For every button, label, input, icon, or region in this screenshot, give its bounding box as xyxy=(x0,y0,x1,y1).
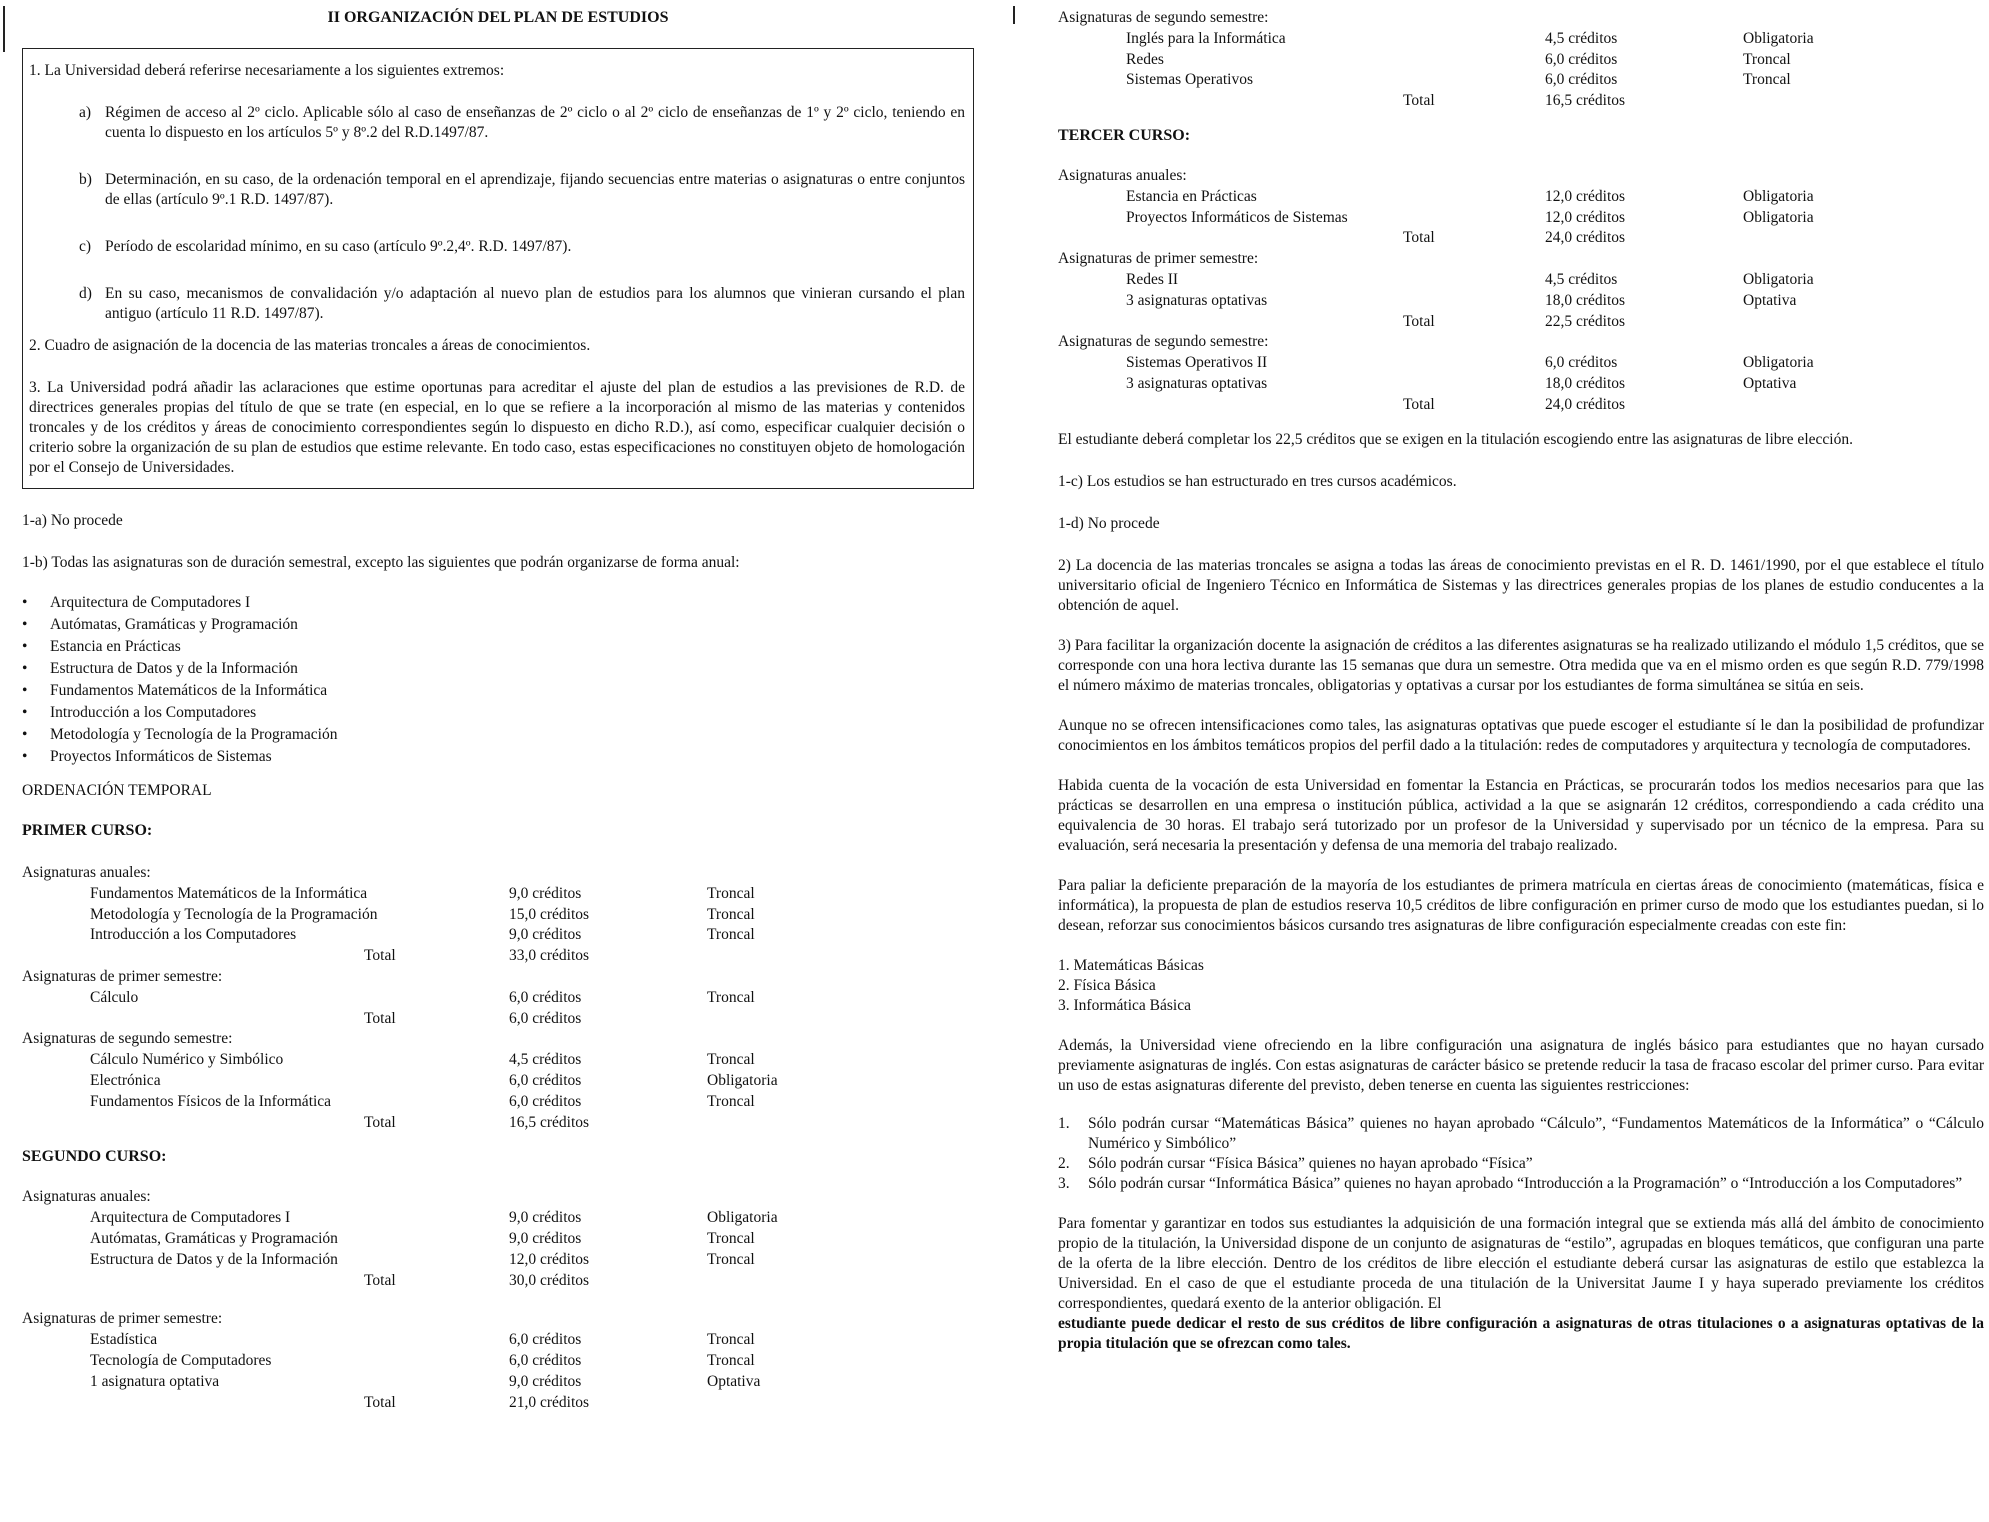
instructions-box xyxy=(22,48,974,489)
subject-type: Obligatoria xyxy=(1743,187,1814,205)
paragraph-1a: 1-a) No procede xyxy=(22,512,123,529)
item-text: Régimen de acceso al 2º ciclo. Aplicable sólo al caso de enseñanzas de 2º ciclo o al 2º ciclo de enseñanzas de 1º y 2º ciclo, teniendo en cuenta lo dispuesto en los artículos 5º y 8º.2 del R.D.1497/87. xyxy=(105,104,965,141)
subject-name: Redes II xyxy=(1126,270,1179,288)
subject-name: Estructura de Datos y de la Información xyxy=(90,1250,338,1268)
total-label: Total xyxy=(1403,312,1435,330)
subject-type: Troncal xyxy=(1743,50,1791,68)
subject-credits: 6,0 créditos xyxy=(509,1071,582,1089)
subject-name: Estadística xyxy=(90,1331,158,1349)
table-row xyxy=(22,1092,974,1113)
total-row xyxy=(1058,228,1984,249)
total-credits: 24,0 créditos xyxy=(1545,395,1626,413)
table-row xyxy=(22,988,974,1009)
total-credits: 22,5 créditos xyxy=(1545,312,1626,330)
total-label: Total xyxy=(1403,92,1435,110)
table-row xyxy=(22,925,974,946)
table-row xyxy=(22,1050,974,1071)
subject-type: Troncal xyxy=(707,1092,755,1110)
total-row xyxy=(1058,312,1984,333)
list-item: 2. Física Básica xyxy=(1058,976,1156,994)
list-item: • Proyectos Informáticos de Sistemas xyxy=(22,747,974,769)
item-text: Sólo podrán cursar “Matemáticas Básica” quienes no hayan aprobado “Cálculo”, “Fundamentos Matemáticos de la Informática” o “Cálculo Numérico y Simbólico” xyxy=(1088,1114,1984,1152)
total-credits: 16,5 créditos xyxy=(1545,92,1626,110)
course-group xyxy=(22,1029,974,1133)
item-text: En su caso, mecanismos de convalidación y/o adaptación al nuevo plan de estudios para los alumnos que vinieran cursando el plan antiguo (artículo 11 R.D. 1497/87). xyxy=(105,285,965,322)
segundo-curso-heading: SEGUNDO CURSO: xyxy=(22,1148,167,1166)
subject-credits: 12,0 créditos xyxy=(1545,208,1626,226)
list-item: • Autómatas, Gramáticas y Programación xyxy=(22,615,974,637)
subject-credits: 6,0 créditos xyxy=(1545,50,1618,68)
item-text: Determinación, en su caso, de la ordenación temporal en el aprendizaje, fijando secuencias entre materias o asignaturas o entre conjuntos de ellas (artículo 9º.1 R.D. 1497/87). xyxy=(105,171,965,208)
paragraph-1d: 1-d) No procede xyxy=(1058,514,1160,532)
total-row xyxy=(1058,395,1984,416)
group-label: Asignaturas anuales: xyxy=(22,1188,151,1206)
paragraph-libre-eleccion: El estudiante deberá completar los 22,5 créditos que se exigen en la titulación escogiendo entre las asignaturas de libre elección. xyxy=(1058,430,1853,448)
subject-type: Optativa xyxy=(707,1372,761,1390)
subject-credits: 6,0 créditos xyxy=(509,1331,582,1349)
subject-type: Troncal xyxy=(1743,71,1791,89)
margin-line xyxy=(1013,6,1015,24)
subject-name: Redes xyxy=(1126,50,1164,68)
list-item xyxy=(1058,1114,1984,1154)
list-item: • Estancia en Prácticas xyxy=(22,637,974,659)
table-row xyxy=(22,1208,974,1229)
box-point-3: 3. La Universidad podrá añadir las aclaraciones que estime oportunas para acreditar el ajuste del plan de estudios a las previsiones de R.D. de directrices generales propias del título de que se trate (en especial, en lo que se refiere a la incorporación al mismo de las materias y contenidos troncales y de los créditos y áreas de conocimiento correspondientes según lo dispuesto en dicho R.D.), así como, especificar cualquier decisión o criterio sobre la organización de su plan de estudios que estime relevante. En todo caso, estas especificaciones no constituyen objeto de homologación por el Consejo de Universidades. xyxy=(29,379,965,476)
table-row xyxy=(1058,29,1984,50)
subject-name: Estancia en Prácticas xyxy=(1126,187,1257,205)
annual-subjects-list xyxy=(22,593,974,769)
course-group xyxy=(22,1309,974,1413)
total-label: Total xyxy=(364,1009,396,1027)
table-row xyxy=(22,1372,974,1393)
table-row xyxy=(22,884,974,905)
box-item-d xyxy=(79,284,965,324)
subject-name: Proyectos Informáticos de Sistemas xyxy=(1126,208,1348,226)
course-group xyxy=(1058,249,1984,332)
item-text: Sólo podrán cursar “Física Básica” quienes no hayan aprobado “Física” xyxy=(1088,1154,1533,1172)
subject-credits: 6,0 créditos xyxy=(509,988,582,1006)
table-row xyxy=(22,1071,974,1092)
subject-name: Autómatas, Gramáticas y Programación xyxy=(90,1229,338,1247)
subject-type: Troncal xyxy=(707,1051,755,1069)
item-letter: c) xyxy=(79,238,92,255)
box-item-a xyxy=(79,103,965,143)
subject-credits: 6,0 créditos xyxy=(1545,354,1618,372)
subject-type: Obligatoria xyxy=(1743,354,1814,372)
subject-type: Troncal xyxy=(707,988,755,1006)
left-column xyxy=(22,0,974,1413)
subject-type: Troncal xyxy=(707,1351,755,1369)
table-row xyxy=(22,1330,974,1351)
subject-type: Obligatoria xyxy=(1743,208,1814,226)
group-label: Asignaturas de segundo semestre: xyxy=(1058,333,1269,351)
box-item-c xyxy=(79,237,965,257)
subject-name: Tecnología de Computadores xyxy=(90,1351,272,1369)
total-label: Total xyxy=(364,1113,396,1131)
total-label: Total xyxy=(364,947,396,965)
subject-type: Troncal xyxy=(707,926,755,944)
subject-credits: 4,5 créditos xyxy=(509,1051,582,1069)
subject-name: 3 asignaturas optativas xyxy=(1126,374,1268,392)
ordenacion-heading: ORDENACIÓN TEMPORAL xyxy=(22,782,212,799)
subject-name: Cálculo xyxy=(90,988,139,1006)
table-row xyxy=(1058,353,1984,374)
total-row xyxy=(22,1009,974,1030)
subject-type: Optativa xyxy=(1743,291,1797,309)
total-credits: 30,0 créditos xyxy=(509,1271,590,1289)
paragraph-intensificaciones: Aunque no se ofrecen intensificaciones como tales, las asignaturas optativas que puede escoger el estudiante sí le dan la posibilidad de profundizar conocimientos en los ámbitos temáticos propios del perfil dado a la titulación: redes de computadores y arquitectura y tecnología de computadores. xyxy=(1058,716,1984,754)
subject-credits: 9,0 créditos xyxy=(509,1229,582,1247)
subject-type: Troncal xyxy=(707,884,755,902)
table-row xyxy=(22,1229,974,1250)
subject-credits: 4,5 créditos xyxy=(1545,29,1618,47)
total-credits: 6,0 créditos xyxy=(509,1009,582,1027)
subject-name: Fundamentos Físicos de la Informática xyxy=(90,1092,332,1110)
total-label: Total xyxy=(1403,229,1435,247)
subject-credits: 9,0 créditos xyxy=(509,926,582,944)
item-letter: d) xyxy=(79,285,92,302)
paragraph-final: estudiante puede dedicar el resto de sus créditos de libre configuración a asignaturas de otras titulaciones o a asignaturas optativas de la propia titulación que se ofrezcan como tales. xyxy=(1058,1314,1984,1352)
group-label: Asignaturas anuales: xyxy=(22,864,151,881)
subject-name: Fundamentos Matemáticos de la Informática xyxy=(90,884,368,902)
tercer-curso-heading: TERCER CURSO: xyxy=(1058,126,1191,144)
total-row xyxy=(22,1271,974,1292)
subject-type: Obligatoria xyxy=(1743,29,1814,47)
list-item xyxy=(1058,1154,1984,1174)
subject-credits: 12,0 créditos xyxy=(509,1250,590,1268)
table-row xyxy=(1058,270,1984,291)
item-letter: a) xyxy=(79,104,92,121)
paragraph-1c: 1-c) Los estudios se han estructurado en tres cursos académicos. xyxy=(1058,472,1457,490)
paragraph-fomentar: Para fomentar y garantizar en todos sus estudiantes la adquisición de una formación integral que se extienda más allá del ámbito de conocimiento propio de la titulación, la Universidad dispone de un conjunto de asignaturas de “estilo”, agrupadas en bloques temáticos, que configuran una parte de la oferta de la libre elección. Dentro de los créditos de libre elección el estudiante deberá cursar las asignaturas de estilo que establezca la Universidad. En el caso de que el estudiante proceda de una titulación de la Universitat Jaume I y haya superado previamente los créditos correspondientes, quedará exento de la anterior obligación. El xyxy=(1058,1214,1984,1312)
paragraph-estancia: Habida cuenta de la vocación de esta Universidad en fomentar la Estancia en Prácticas, se procurarán todos los medios necesarios para que las prácticas se desarrollen en una empresa o institución pública, actividad a la que se asignarán 12 créditos, correspondiendo a cada crédito una equivalencia de 30 horas. El trabajo será tutorizado por un profesor de la Universidad y supervisado por un técnico de la empresa. Para su evaluación, será necesaria la presentación y defensa de una memoria del trabajo realizado. xyxy=(1058,776,1984,854)
subject-name: 3 asignaturas optativas xyxy=(1126,291,1268,309)
total-label: Total xyxy=(364,1393,396,1411)
group-label: Asignaturas de segundo semestre: xyxy=(22,1030,233,1048)
list-item: • Introducción a los Computadores xyxy=(22,703,974,725)
right-column xyxy=(1058,0,1984,1354)
restrictions-list xyxy=(1058,1114,1984,1194)
box-item-b xyxy=(79,170,965,210)
subject-credits: 6,0 créditos xyxy=(509,1351,582,1369)
group-label: Asignaturas de primer semestre: xyxy=(22,967,223,985)
subject-type: Troncal xyxy=(707,905,755,923)
subject-credits: 15,0 créditos xyxy=(509,905,590,923)
subject-credits: 6,0 créditos xyxy=(509,1092,582,1110)
margin-line xyxy=(3,6,5,52)
course-group xyxy=(1058,332,1984,415)
subject-name: Introducción a los Computadores xyxy=(90,926,297,944)
subject-type: Obligatoria xyxy=(707,1209,778,1227)
subject-type: Optativa xyxy=(1743,374,1797,392)
list-item: • Arquitectura de Computadores I xyxy=(22,593,974,615)
subject-type: Troncal xyxy=(707,1250,755,1268)
subject-name: Cálculo Numérico y Simbólico xyxy=(90,1051,284,1069)
subject-type: Obligatoria xyxy=(707,1071,778,1089)
table-row xyxy=(1058,187,1984,208)
paragraph-paliar: Para paliar la deficiente preparación de la mayoría de los estudiantes de primera matrícula en ciertas áreas de conocimiento (matemáticas, física e informática), la propuesta de plan de estudios reserva 10,5 créditos de libre configuración en primer curso de modo que los estudiantes puedan, si lo desean, reforzar sus conocimientos básicos cursando tres asignaturas de libre configuración especialmente creadas con este fin: xyxy=(1058,876,1984,934)
course-group xyxy=(22,1187,974,1291)
subject-type: Troncal xyxy=(707,1229,755,1247)
total-credits: 24,0 créditos xyxy=(1545,229,1626,247)
course-group xyxy=(22,967,974,1029)
total-row xyxy=(22,1393,974,1414)
subject-credits: 6,0 créditos xyxy=(1545,71,1618,89)
item-number: 2. xyxy=(1058,1154,1070,1172)
list-item: 3. Informática Básica xyxy=(1058,996,1191,1014)
group-label: Asignaturas de primer semestre: xyxy=(22,1310,223,1328)
subject-type: Obligatoria xyxy=(1743,270,1814,288)
box-point-2: 2. Cuadro de asignación de la docencia de las materias troncales a áreas de conocimientos. xyxy=(29,337,591,354)
subject-credits: 9,0 créditos xyxy=(509,1372,582,1390)
list-item: • Estructura de Datos y de la Información xyxy=(22,659,974,681)
box-intro: 1. La Universidad deberá referirse necesariamente a los siguientes extremos: xyxy=(29,62,505,79)
paragraph-2: 2) La docencia de las materias troncales se asigna a todas las áreas de conocimiento previstas en el R. D. 1461/1990, por el que establece el título universitario oficial de Ingeniero Técnico en Informática de Sistemas y las directrices generales propias de los planes de estudio conducentes a la obtención de aquel. xyxy=(1058,556,1984,614)
item-text: Sólo podrán cursar “Informática Básica” quienes no hayan aprobado “Introducción a la Programación” o “Introducción a los Computadores” xyxy=(1088,1174,1963,1192)
total-label: Total xyxy=(364,1271,396,1289)
section-title: II ORGANIZACIÓN DEL PLAN DE ESTUDIOS xyxy=(327,9,669,26)
table-row xyxy=(22,1250,974,1271)
total-label: Total xyxy=(1403,395,1435,413)
subject-name: Sistemas Operativos II xyxy=(1126,354,1268,372)
table-row xyxy=(22,905,974,926)
subject-name: Sistemas Operativos xyxy=(1126,71,1253,89)
total-row xyxy=(22,1113,974,1134)
total-row xyxy=(1058,91,1984,112)
total-credits: 21,0 créditos xyxy=(509,1393,590,1411)
subject-name: 1 asignatura optativa xyxy=(90,1372,220,1390)
total-credits: 16,5 créditos xyxy=(509,1113,590,1131)
table-row xyxy=(1058,291,1984,312)
item-letter: b) xyxy=(79,171,92,188)
course-group xyxy=(1058,166,1984,249)
subject-credits: 4,5 créditos xyxy=(1545,270,1618,288)
list-item: • Metodología y Tecnología de la Programación xyxy=(22,725,974,747)
course-group xyxy=(22,863,974,967)
course-group xyxy=(1058,8,1984,112)
item-text: Período de escolaridad mínimo, en su caso (artículo 9º.2,4º. R.D. 1497/87). xyxy=(105,238,572,255)
table-row xyxy=(1058,50,1984,71)
basic-subjects-list xyxy=(1058,956,1984,1016)
list-item: • Fundamentos Matemáticos de la Informática xyxy=(22,681,974,703)
table-row xyxy=(1058,374,1984,395)
subject-type: Troncal xyxy=(707,1331,755,1349)
subject-name: Arquitectura de Computadores I xyxy=(90,1209,291,1227)
paragraph-1b: 1-b) Todas las asignaturas son de duración semestral, excepto las siguientes que podrán organizarse de forma anual: xyxy=(22,554,740,571)
group-label: Asignaturas de primer semestre: xyxy=(1058,250,1259,268)
total-row xyxy=(22,946,974,967)
subject-name: Electrónica xyxy=(90,1071,161,1089)
subject-credits: 12,0 créditos xyxy=(1545,187,1626,205)
total-credits: 33,0 créditos xyxy=(509,947,590,965)
table-row xyxy=(1058,70,1984,91)
subject-name: Inglés para la Informática xyxy=(1126,29,1286,47)
primer-curso-heading: PRIMER CURSO: xyxy=(22,822,153,839)
item-number: 1. xyxy=(1058,1114,1070,1132)
subject-credits: 9,0 créditos xyxy=(509,1209,582,1227)
subject-credits: 9,0 créditos xyxy=(509,884,582,902)
item-number: 3. xyxy=(1058,1174,1070,1192)
list-item: 1. Matemáticas Básicas xyxy=(1058,956,1204,974)
subject-credits: 18,0 créditos xyxy=(1545,291,1626,309)
subject-credits: 18,0 créditos xyxy=(1545,374,1626,392)
table-row xyxy=(1058,208,1984,229)
group-label: Asignaturas anuales: xyxy=(1058,166,1187,184)
paragraph-ademas: Además, la Universidad viene ofreciendo en la libre configuración una asignatura de inglés básico para estudiantes que no hayan cursado previamente asignaturas de inglés. Con estas asignaturas de carácter básico se pretende reducir la tasa de fracaso escolar del primer curso. Para evitar un uso de estas asignaturas diferente del previsto, deben tenerse en cuenta las siguientes restricciones: xyxy=(1058,1036,1984,1094)
paragraph-3: 3) Para facilitar la organización docente la asignación de créditos a las diferentes asignaturas se ha realizado utilizando el módulo 1,5 créditos, que se corresponde con una hora lectiva durante las 15 semanas que dura un semestre. Otra medida que va en el mismo orden es que según R.D. 779/1998 el número máximo de materias troncales, obligatorias y optativas a cursar por los estudiantes de forma simultánea se sitúa en seis. xyxy=(1058,636,1984,694)
list-item xyxy=(1058,1174,1984,1194)
group-label: Asignaturas de segundo semestre: xyxy=(1058,9,1269,26)
table-row xyxy=(22,1351,974,1372)
subject-name: Metodología y Tecnología de la Programación xyxy=(90,905,378,923)
